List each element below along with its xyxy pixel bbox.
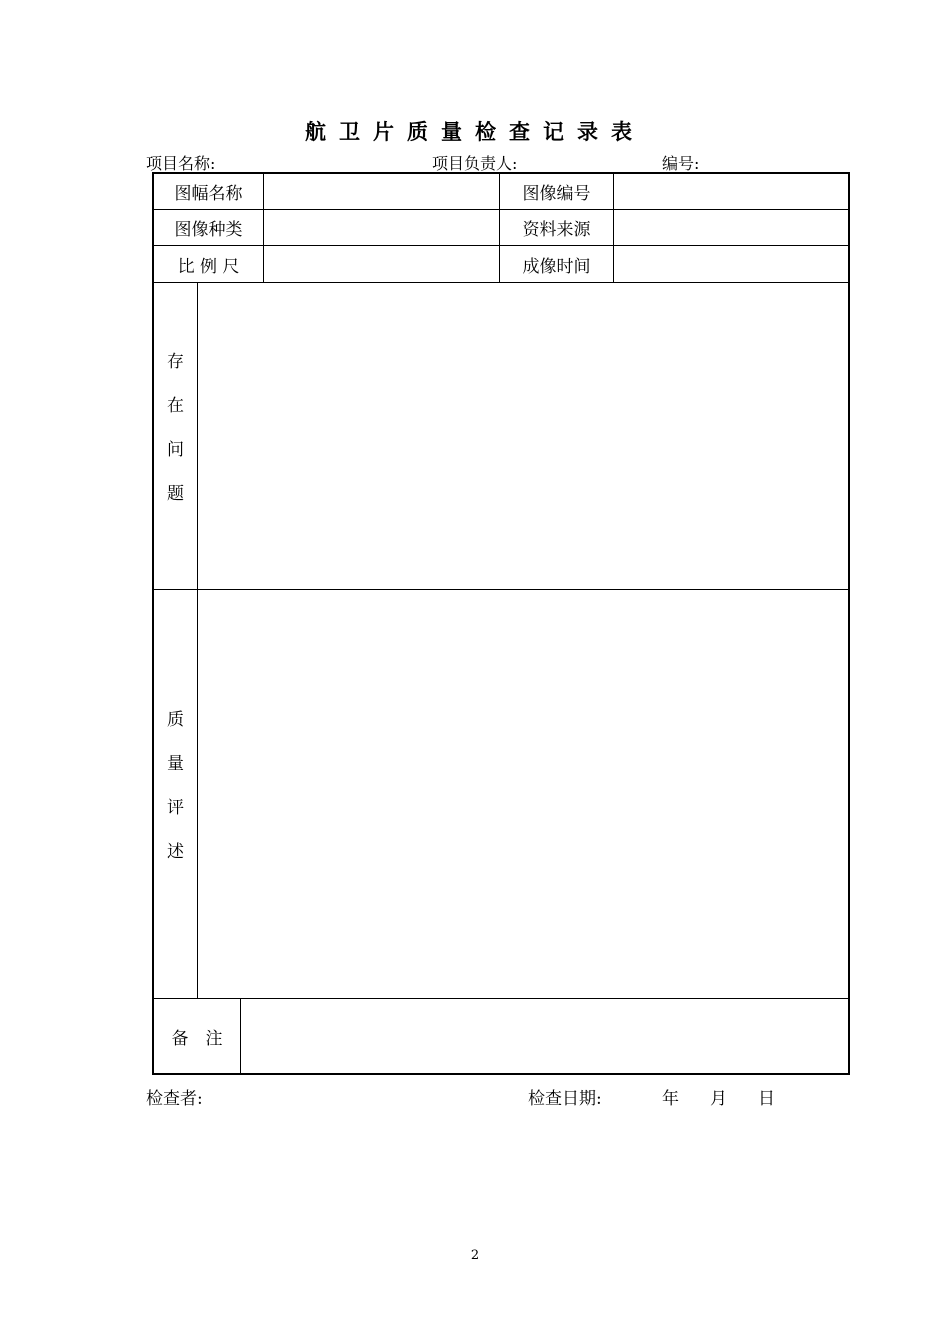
image-number-field[interactable] xyxy=(614,174,848,209)
quality-review-label xyxy=(154,698,197,874)
project-name-label: 项目名称: xyxy=(146,154,216,173)
issues-label-char: 题 xyxy=(167,484,184,504)
issues-label xyxy=(154,340,197,516)
serial-number-label: 编号: xyxy=(662,154,700,173)
date-month-label: 月 xyxy=(710,1089,727,1109)
quality-review-label-char: 评 xyxy=(167,798,184,818)
scale-field[interactable] xyxy=(264,246,499,282)
date-year-label: 年 xyxy=(662,1089,679,1109)
inspector-label: 检查者: xyxy=(146,1089,203,1109)
project-lead-label: 项目负责人: xyxy=(432,154,518,173)
image-type-label: 图像种类 xyxy=(174,220,243,240)
form-title: 航卫片质量检查记录表 xyxy=(305,119,645,144)
quality-review-field[interactable] xyxy=(198,590,848,998)
quality-review-label-char: 量 xyxy=(167,754,184,774)
quality-review-label-char: 质 xyxy=(167,710,184,730)
imaging-time-label: 成像时间 xyxy=(522,256,591,277)
record-table xyxy=(152,172,850,1075)
issues-label-char: 在 xyxy=(167,396,184,416)
date-day-label: 日 xyxy=(758,1089,775,1109)
data-source-field[interactable] xyxy=(614,210,848,245)
map-sheet-name-label: 图幅名称 xyxy=(174,184,243,204)
image-number-label: 图像编号 xyxy=(522,184,591,204)
image-type-field[interactable] xyxy=(264,210,499,245)
issues-field[interactable] xyxy=(198,283,848,589)
issues-label-char: 存 xyxy=(167,352,184,372)
imaging-time-field[interactable] xyxy=(614,246,848,282)
remarks-label: 备 注 xyxy=(171,1028,223,1049)
data-source-label: 资料来源 xyxy=(522,220,591,240)
remarks-field[interactable] xyxy=(241,999,848,1073)
quality-review-label-char: 述 xyxy=(167,842,184,862)
scale-label: 比 例 尺 xyxy=(177,256,240,277)
issues-label-char: 问 xyxy=(167,440,184,460)
page-number: 2 xyxy=(470,1248,480,1263)
map-sheet-name-field[interactable] xyxy=(264,174,499,209)
inspection-date-label: 检查日期: xyxy=(528,1089,602,1109)
